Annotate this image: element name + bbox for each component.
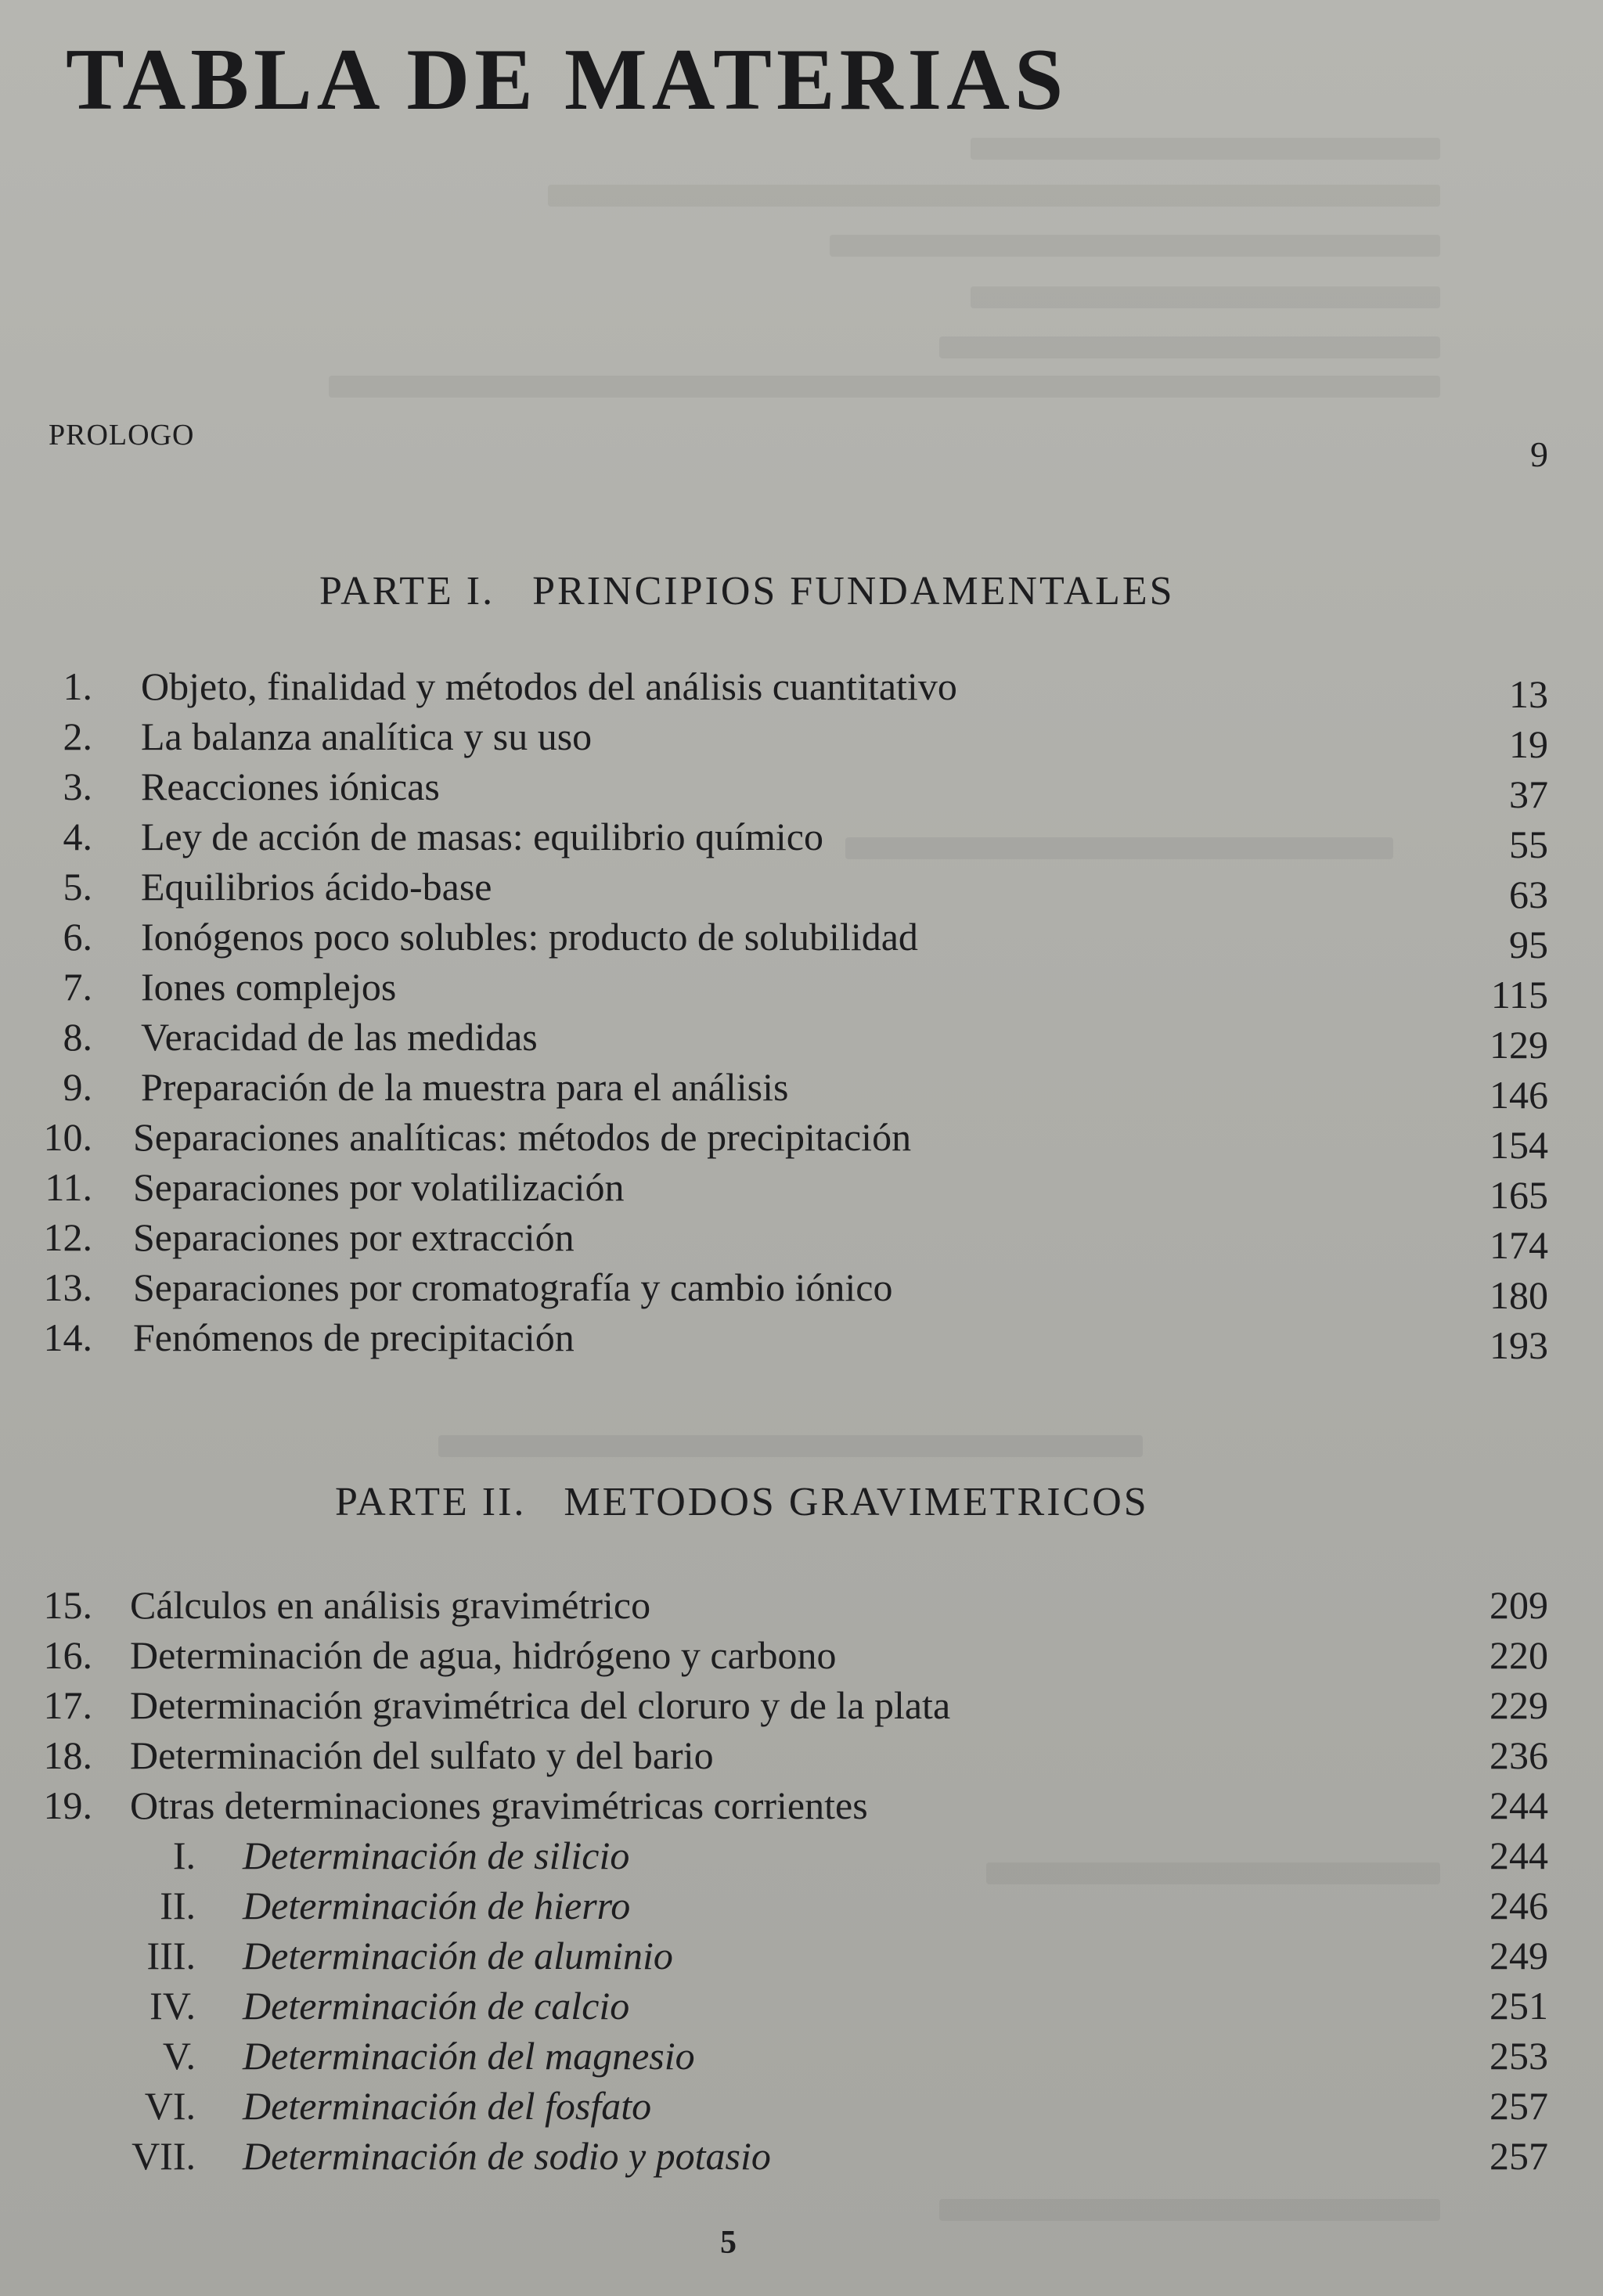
toc-entry-title: Veracidad de las medidas: [141, 1015, 538, 1059]
toc-entry-number: 6.: [63, 915, 92, 959]
toc-entry-title: Cálculos en análisis gravimétrico: [130, 1583, 651, 1627]
toc-entry: [0, 1783, 1548, 1833]
toc-entry-number: 9.: [63, 1065, 92, 1109]
toc-entry: [0, 814, 1548, 864]
toc-entry-title: Determinación de agua, hidrógeno y carbono: [130, 1633, 837, 1677]
toc-entry-page: 244: [1490, 1783, 1548, 1827]
toc-entry: [0, 964, 1548, 1017]
toc-entry-page: 19: [1509, 722, 1548, 766]
toc-entry-title: Equilibrios ácido-base: [141, 865, 492, 909]
toc-entry-page: 193: [1490, 1323, 1548, 1367]
toc-subentry-number: VII.: [131, 2134, 196, 2178]
bleed-through-shadow: [971, 138, 1440, 160]
toc-entry-number: 13.: [43, 1265, 92, 1309]
toc-entry-number: 16.: [43, 1633, 92, 1677]
toc-entry-title: Separaciones por extracción: [133, 1215, 575, 1259]
toc-subentry-title: Determinación de hierro: [243, 1884, 631, 1927]
toc-entry-page: 154: [1490, 1123, 1548, 1167]
bleed-through-shadow: [548, 185, 1440, 207]
toc-entry-title: Otras determinaciones gravimétricas corrientes: [130, 1783, 868, 1827]
toc-entry: [0, 764, 1548, 814]
toc-entry-page: 174: [1490, 1223, 1548, 1267]
toc-entry: [0, 1682, 1548, 1733]
toc-subentry-number: III.: [146, 1934, 196, 1978]
bleed-through-shadow: [939, 336, 1440, 358]
toc-entry-title: Iones complejos: [141, 965, 397, 1009]
toc-entry: [0, 1733, 1548, 1783]
prologue-page: 9: [1530, 434, 1548, 474]
toc-entry-title: Determinación gravimétrica del cloruro y de la plata: [130, 1683, 951, 1727]
toc-entry: [0, 714, 1548, 764]
bleed-through-shadow: [971, 286, 1440, 308]
toc-subentry-number: I.: [172, 1834, 196, 1877]
toc-entry: [0, 1265, 1548, 1315]
toc-entry-title: Separaciones por cromatografía y cambio iónico: [133, 1265, 893, 1309]
toc-entry-number: 1.: [63, 664, 92, 708]
toc-subentry-title: Determinación de sodio y potasio: [243, 2134, 771, 2178]
toc-subentry-title: Determinación del magnesio: [243, 2034, 695, 2078]
toc-subentry-page: 244: [1490, 1834, 1548, 1877]
toc-entry-title: Fenómenos de precipitación: [133, 1315, 575, 1359]
toc-entry-title: Objeto, finalidad y métodos del análisis cuantitativo: [141, 664, 957, 708]
toc-subentry: [0, 1833, 1548, 1883]
toc-entry-title: Preparación de la muestra para el análisis: [141, 1065, 789, 1109]
toc-entry-title: Reacciones iónicas: [141, 765, 440, 808]
toc-entry: [0, 664, 1548, 714]
toc-entry-number: 4.: [63, 815, 92, 858]
toc-entry-page: 13: [1509, 672, 1548, 716]
toc-entry-number: 5.: [63, 865, 92, 909]
toc-entry-number: 8.: [63, 1015, 92, 1059]
toc-entry-page: 63: [1509, 873, 1548, 916]
toc-subentry-page: 251: [1490, 1984, 1548, 2028]
toc-entry-title: Ionógenos poco solubles: producto de solubilidad: [141, 915, 918, 959]
toc-entry-number: 14.: [43, 1315, 92, 1359]
toc-entry-title: La balanza analítica y su uso: [141, 714, 593, 758]
toc-entry: [0, 864, 1548, 914]
toc-entry: [0, 1632, 1548, 1682]
toc-subentry-number: II.: [160, 1884, 196, 1927]
toc-entry-page: 95: [1509, 923, 1548, 966]
toc-subentry-number: VI.: [144, 2084, 196, 2128]
bleed-through-shadow: [830, 235, 1440, 257]
toc-subentry: [0, 2133, 1548, 2183]
toc-entry-title: Determinación del sulfato y del bario: [130, 1733, 714, 1777]
toc-entry-page: 37: [1509, 772, 1548, 816]
toc-subentry-page: 253: [1490, 2034, 1548, 2078]
toc-entry-number: 7.: [63, 965, 92, 1009]
toc-entry-page: 209: [1490, 1583, 1548, 1627]
toc-entry-page: 146: [1490, 1073, 1548, 1117]
toc-entry: [0, 1164, 1548, 1215]
toc-entry: [0, 1582, 1548, 1632]
toc-subentry: [0, 2083, 1548, 2133]
toc-subentry: [0, 1883, 1548, 1933]
toc-entry: [0, 1064, 1548, 1117]
toc-subentry: [0, 1933, 1548, 1983]
toc-subentry-page: 257: [1490, 2134, 1548, 2178]
prologue-label: PROLOGO: [49, 419, 195, 452]
toc-entry-number: 3.: [63, 765, 92, 808]
toc-entry-page: 220: [1490, 1633, 1548, 1677]
toc-entry-number: 17.: [43, 1683, 92, 1727]
page-title: TABLA DE MATERIAS: [66, 31, 1068, 128]
toc-subentry-title: Determinación del fosfato: [243, 2084, 652, 2128]
toc-entry-page: 115: [1490, 973, 1548, 1017]
toc-entry: [0, 914, 1548, 964]
toc-subentry-page: 257: [1490, 2084, 1548, 2128]
toc-entry-number: 19.: [43, 1783, 92, 1827]
toc-entry-title: Separaciones por volatilización: [133, 1165, 625, 1209]
toc-subentry-page: 246: [1490, 1884, 1548, 1927]
bleed-through-shadow: [939, 2199, 1440, 2221]
part-2-heading: PARTE II. METODOS GRAVIMETRICOS: [335, 1480, 1149, 1524]
toc-subentry-number: IV.: [149, 1984, 196, 2028]
toc-entry-page: 129: [1490, 1023, 1548, 1067]
toc-entry-number: 10.: [43, 1115, 92, 1159]
toc-entry-page: 229: [1490, 1683, 1548, 1727]
toc-subentry-number: V.: [162, 2034, 196, 2078]
toc-entry-page: 180: [1490, 1273, 1548, 1317]
toc-entry-number: 11.: [45, 1165, 92, 1209]
toc-entry-number: 15.: [43, 1583, 92, 1627]
toc-subentry-page: 249: [1490, 1934, 1548, 1978]
bleed-through-shadow: [329, 376, 1440, 398]
toc-entry: [0, 1114, 1548, 1167]
toc-subentry-title: Determinación de silicio: [243, 1834, 630, 1877]
page-number: 5: [720, 2225, 737, 2261]
toc-entry-page: 55: [1509, 822, 1548, 866]
toc-subentry-title: Determinación de aluminio: [243, 1934, 673, 1978]
toc-subentry: [0, 1983, 1548, 2033]
toc-entry-number: 12.: [43, 1215, 92, 1259]
toc-entry: [0, 1215, 1548, 1265]
toc-entry-title: Separaciones analíticas: métodos de precipitación: [133, 1115, 912, 1159]
bleed-through-shadow: [438, 1435, 1143, 1457]
toc-entry-number: 2.: [63, 714, 92, 758]
toc-entry: [0, 1315, 1548, 1365]
prologue-entry: [49, 418, 1548, 474]
toc-entry-title: Ley de acción de masas: equilibrio químico: [141, 815, 823, 858]
toc-entry: [0, 1014, 1548, 1067]
toc-subentry-title: Determinación de calcio: [243, 1984, 630, 2028]
part-1-heading: PARTE I. PRINCIPIOS FUNDAMENTALES: [319, 569, 1175, 614]
toc-entry-page: 236: [1490, 1733, 1548, 1777]
toc-entry-page: 165: [1490, 1173, 1548, 1217]
toc-entry-number: 18.: [43, 1733, 92, 1777]
toc-subentry: [0, 2033, 1548, 2083]
